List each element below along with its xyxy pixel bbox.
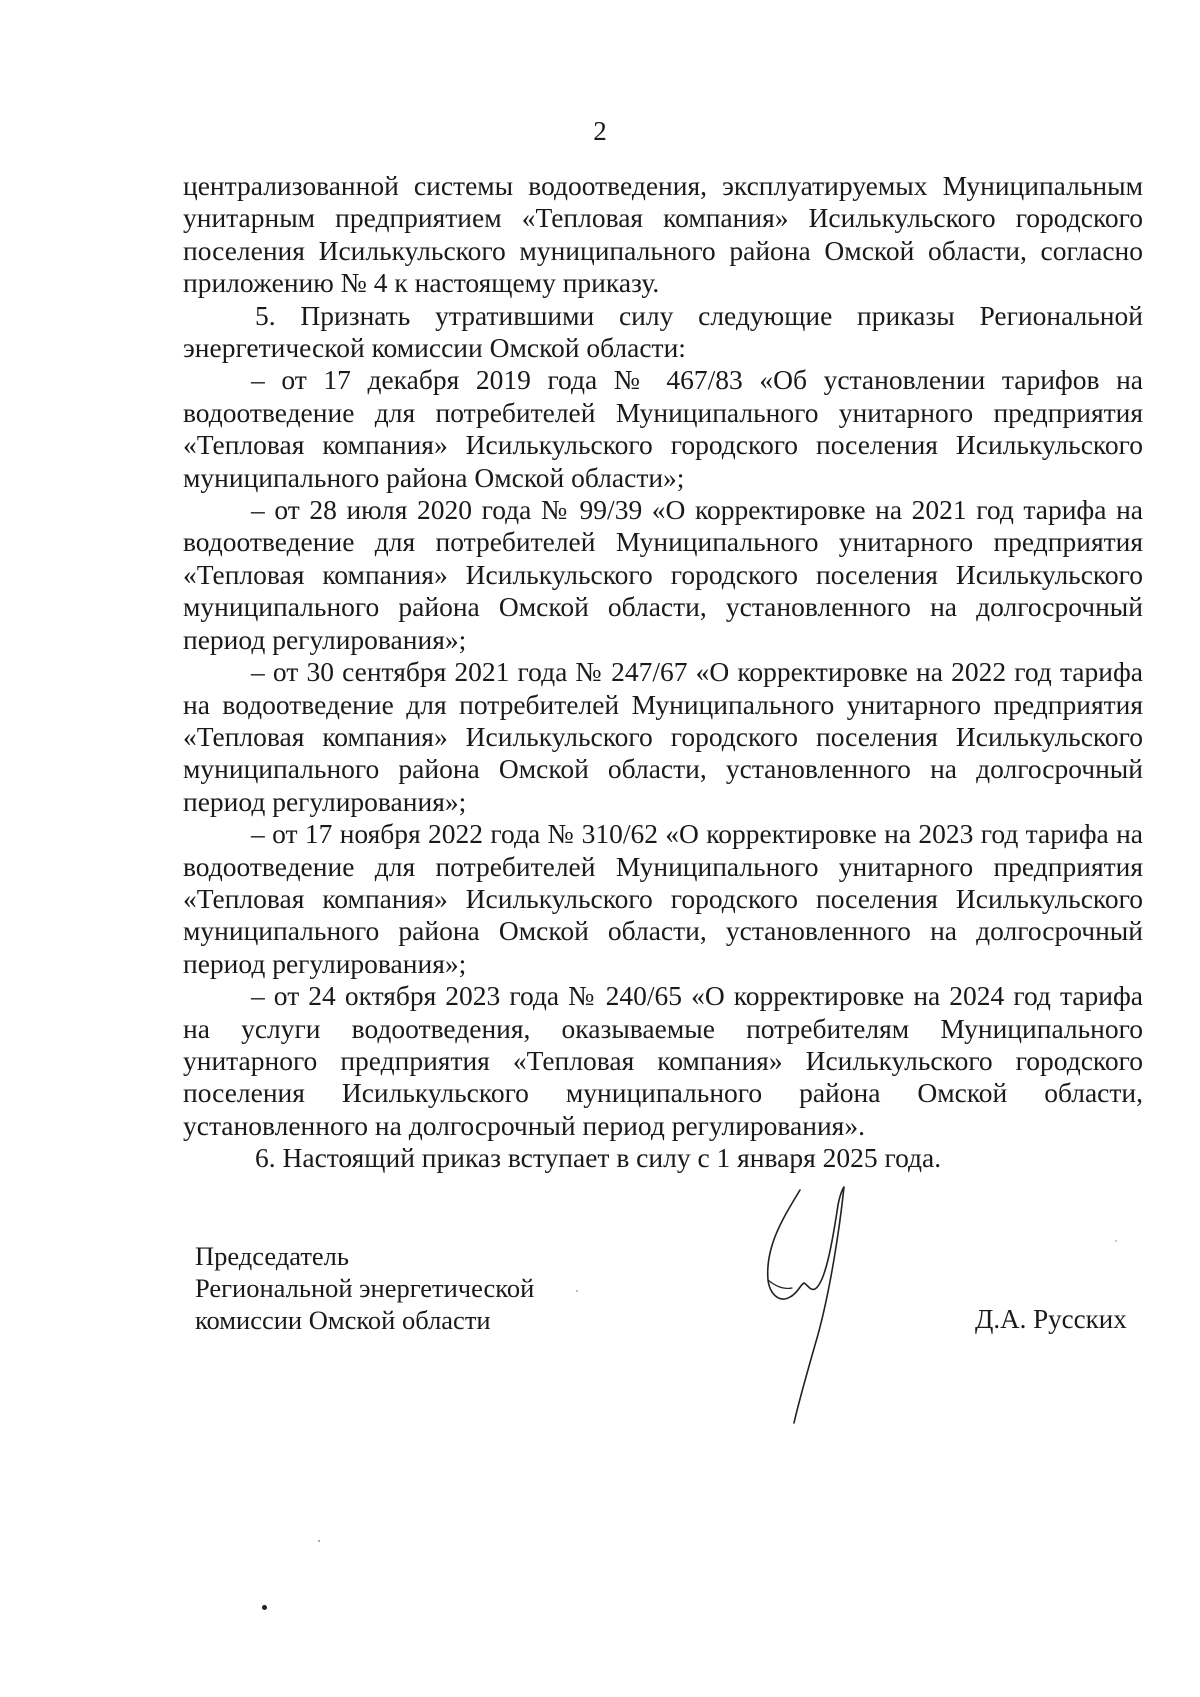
signer-title-line: Председатель <box>195 1241 349 1271</box>
revoked-order-2019: – от 17 декабря 2019 года № 467/83 «Об установлении тарифов на водоотведение для потребителей Муниципального унитарного предприятия «Тепловая компания» Исилькульского городского поселения Исилькульского муниципального района Омской области»; <box>183 364 1143 493</box>
paragraph-item-5: 5. Признать утратившими силу следующие приказы Региональной энергетической комиссии Омской области: <box>183 299 1143 364</box>
revoked-order-2023: – от 24 октября 2023 года № 240/65 «О корректировке на 2024 год тарифа на услуги водоотведения, оказываемые потребителям Муниципального унитарного предприятия «Тепловая компания» Исилькульского городского поселения Исилькульского муниципального района Омской области, установленного на долгосрочный период регулирования». <box>183 980 1143 1141</box>
revoked-order-2021: – от 30 сентября 2021 года № 247/67 «О корректировке на 2022 год тарифа на водоотведение для потребителей Муниципального унитарного предприятия «Тепловая компания» Исилькульского городского поселения Исилькульского муниципального района Омской области, установленного на долгосрочный период регулирования»; <box>183 656 1143 817</box>
paragraph-continuation: централизованной системы водоотведения, эксплуатируемых Муниципальным унитарным предприятием «Тепловая компания» Исилькульского городского поселения Исилькульского муниципального района Омской области, согласно приложению № 4 к настоящему приказу. <box>183 170 1143 299</box>
paragraph-item-6: 6. Настоящий приказ вступает в силу с 1 января 2025 года. <box>255 1142 942 1174</box>
handwritten-signature <box>760 1185 870 1425</box>
signer-title-line: комиссии Омской области <box>195 1305 491 1335</box>
page-number: 2 <box>593 116 607 146</box>
signer-title-line: Региональной энергетической <box>195 1273 535 1303</box>
signer-title <box>195 1240 534 1336</box>
revoked-order-2020: – от 28 июля 2020 года № 99/39 «О корректировке на 2021 год тарифа на водоотведение для потребителей Муниципального унитарного предприятия «Тепловая компания» Исилькульского городского поселения Исилькульского муниципального района Омской области, установленного на долгосрочный период регулирования»; <box>183 494 1143 655</box>
document-body <box>183 170 1143 1175</box>
scan-artifact <box>262 1605 267 1610</box>
scan-artifact <box>318 1540 320 1542</box>
signer-name: Д.А. Русских <box>975 1304 1127 1334</box>
scan-artifact <box>576 1290 578 1292</box>
scan-artifact <box>1115 1240 1117 1242</box>
revoked-order-2022: – от 17 ноября 2022 года № 310/62 «О корректировке на 2023 год тарифа на водоотведение для потребителей Муниципального унитарного предприятия «Тепловая компания» Исилькульского городского поселения Исилькульского муниципального района Омской области, установленного на долгосрочный период регулирования»; <box>183 818 1143 979</box>
